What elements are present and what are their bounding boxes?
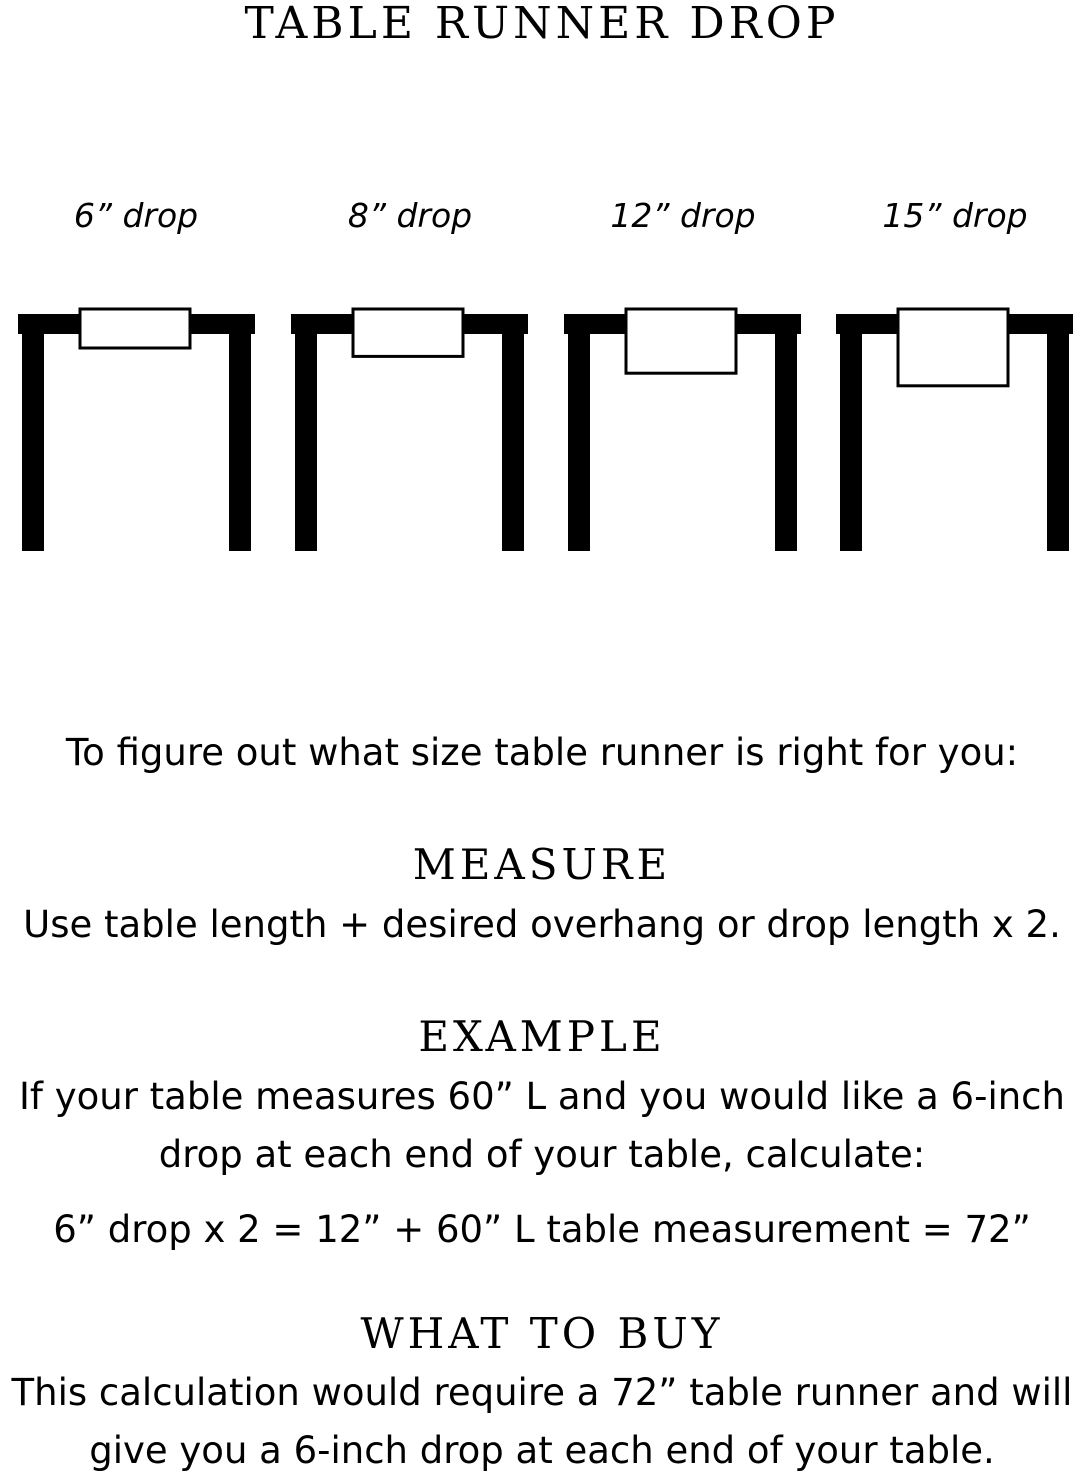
table-leg-right-15 [1047,314,1069,551]
measure-heading: MEASURE [412,840,672,889]
table-leg-left-12 [568,314,590,551]
table-runner-12 [626,309,736,373]
example-formula: 6” drop x 2 = 12” + 60” L table measurement = 72” [53,1208,1031,1251]
table-leg-right-12 [775,314,797,551]
table-drop-diagram [0,300,1084,560]
table-runner-15 [898,309,1008,386]
example-line-2: drop at each end of your table, calculate: [158,1133,926,1176]
table-leg-right-8 [502,314,524,551]
table-leg-left-8 [295,314,317,551]
what-to-buy-line-1: This calculation would require a 72” table runner and will [11,1371,1073,1414]
intro-text: To figure out what size table runner is right for you: [65,731,1019,774]
table-runner-6 [80,309,190,348]
page-title: TABLE RUNNER DROP [244,0,840,49]
table-runner-8 [353,309,463,356]
example-line-1: If your table measures 60” L and you would like a 6-inch [19,1075,1065,1118]
what-to-buy-line-2: give you a 6-inch drop at each end of your table. [89,1429,995,1472]
drop-label-6: 6” drop [73,196,199,235]
table-leg-right-6 [229,314,251,551]
table-leg-left-6 [22,314,44,551]
drop-label-8: 8” drop [347,196,473,235]
table-leg-left-15 [840,314,862,551]
drop-label-15: 15” drop [882,196,1028,235]
measure-text: Use table length + desired overhang or drop length x 2. [23,903,1061,946]
what-to-buy-heading: WHAT TO BUY [360,1309,724,1358]
example-heading: EXAMPLE [418,1012,666,1061]
drop-label-12: 12” drop [610,196,756,235]
